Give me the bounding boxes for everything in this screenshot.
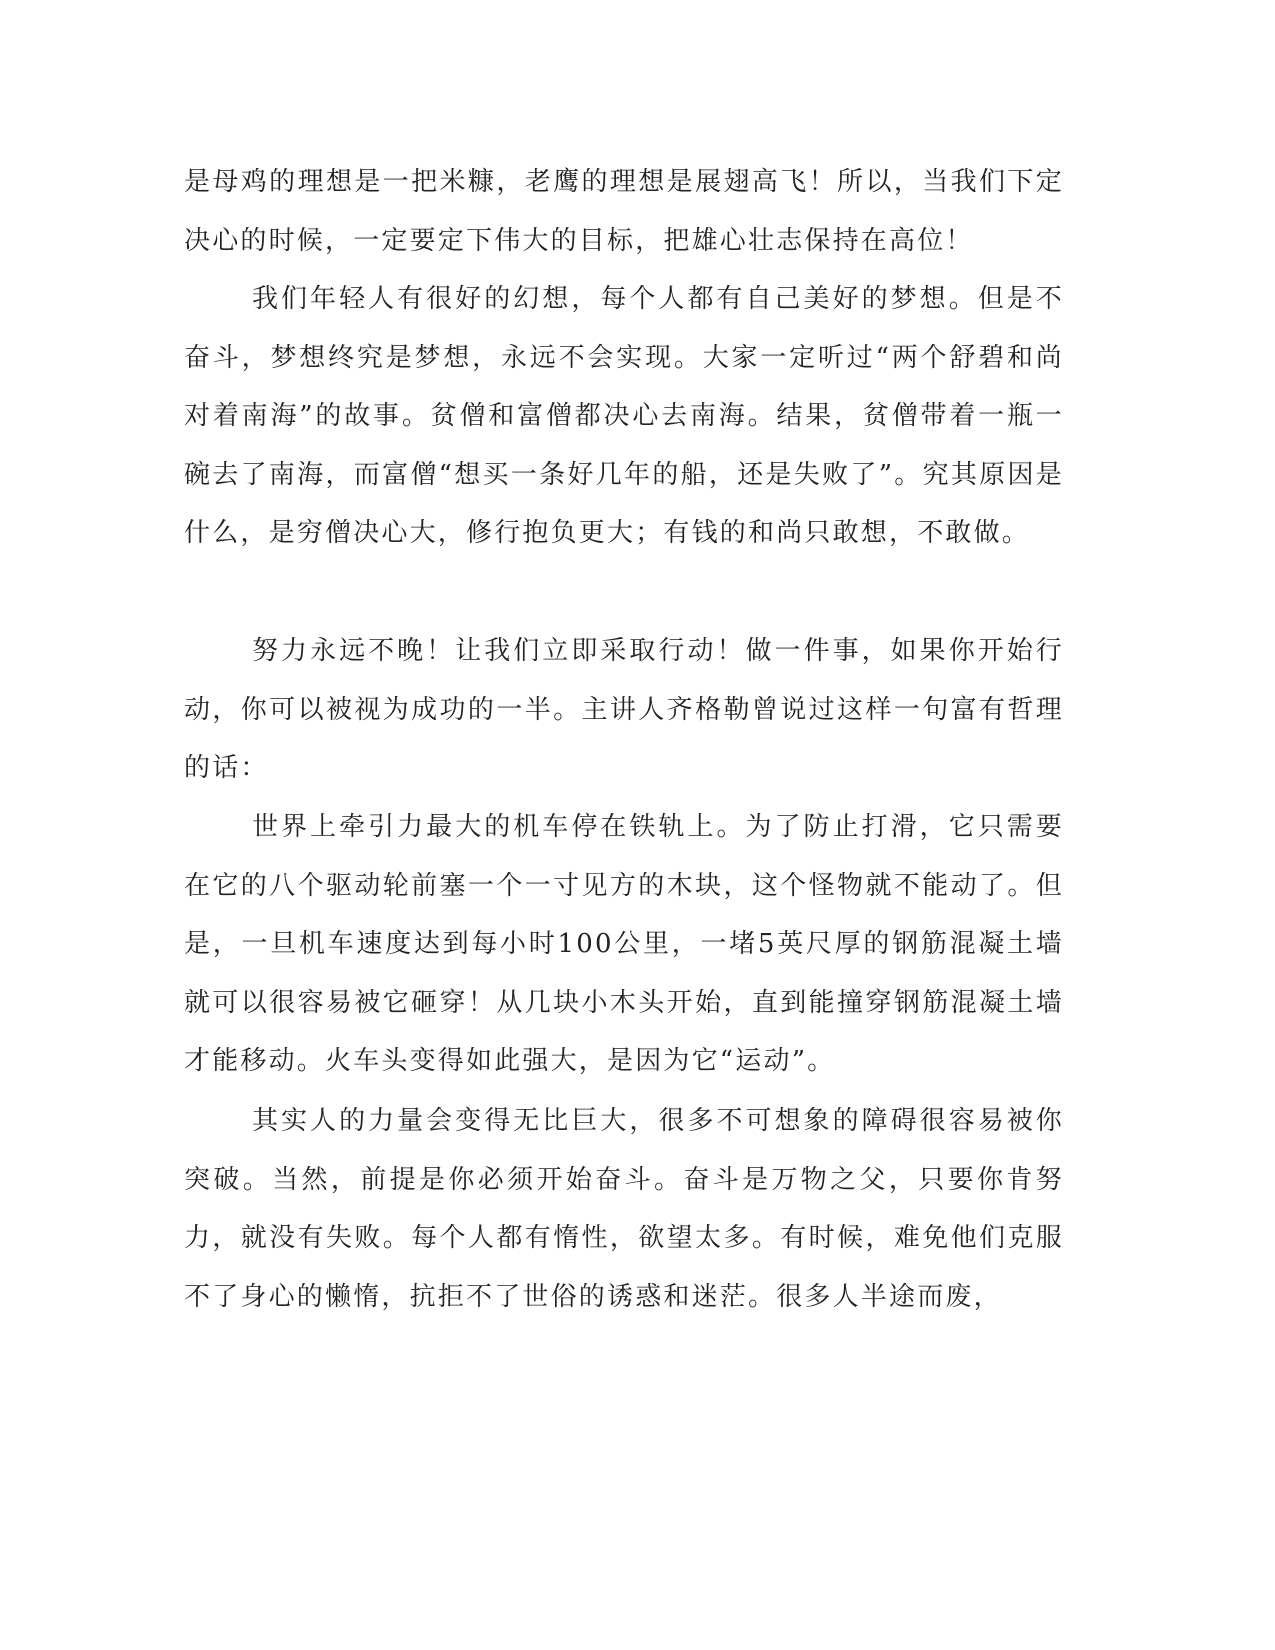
paragraph-dreams: 我们年轻人有很好的幻想，每个人都有自己美好的梦想。但是不奋斗，梦想终究是梦想，永远不会实现。大家一定听过“两个舒碧和尚对着南海”的故事。贫僧和富僧都决心去南海。结果，贫僧带着一瓶一碗去了南海，而富僧“想买一条好几年的船，还是失败了”。究其原因是什么，是穷僧决心大，修行抱负更大；有钱的和尚只敢想，不敢做。	[184, 284, 1064, 548]
paragraph-action: 努力永远不晚！让我们立即采取行动！做一件事，如果你开始行动，你可以被视为成功的一半。主讲人齐格勒曾说过这样一句富有哲理的话：	[184, 636, 1064, 783]
paragraph-locomotive: 世界上牵引力最大的机车停在铁轨上。为了防止打滑，它只需要在它的八个驱动轮前塞一个一寸见方的木块，这个怪物就不能动了。但是，一旦机车速度达到每小时100公里，一堵5英尺厚的钢筋混凝土墙就可以很容易被它砸穿！从几块小木头开始，直到能撞穿钢筋混凝土墙才能移动。火车头变得如此强大，是因为它“运动”。	[184, 812, 1064, 1076]
paragraph-struggle: 其实人的力量会变得无比巨大，很多不可想象的障碍很容易被你突破。当然，前提是你必须开始奋斗。奋斗是万物之父，只要你肯努力，就没有失败。每个人都有惰性，欲望太多。有时候，难免他们克服不了身心的懒惰，抗拒不了世俗的诱惑和迷茫。很多人半途而废，	[184, 1106, 1064, 1312]
paragraph-continuation: 是母鸡的理想是一把米糠，老鹰的理想是展翅高飞！所以，当我们下定决心的时候，一定要定下伟大的目标，把雄心壮志保持在高位！	[184, 167, 1064, 256]
